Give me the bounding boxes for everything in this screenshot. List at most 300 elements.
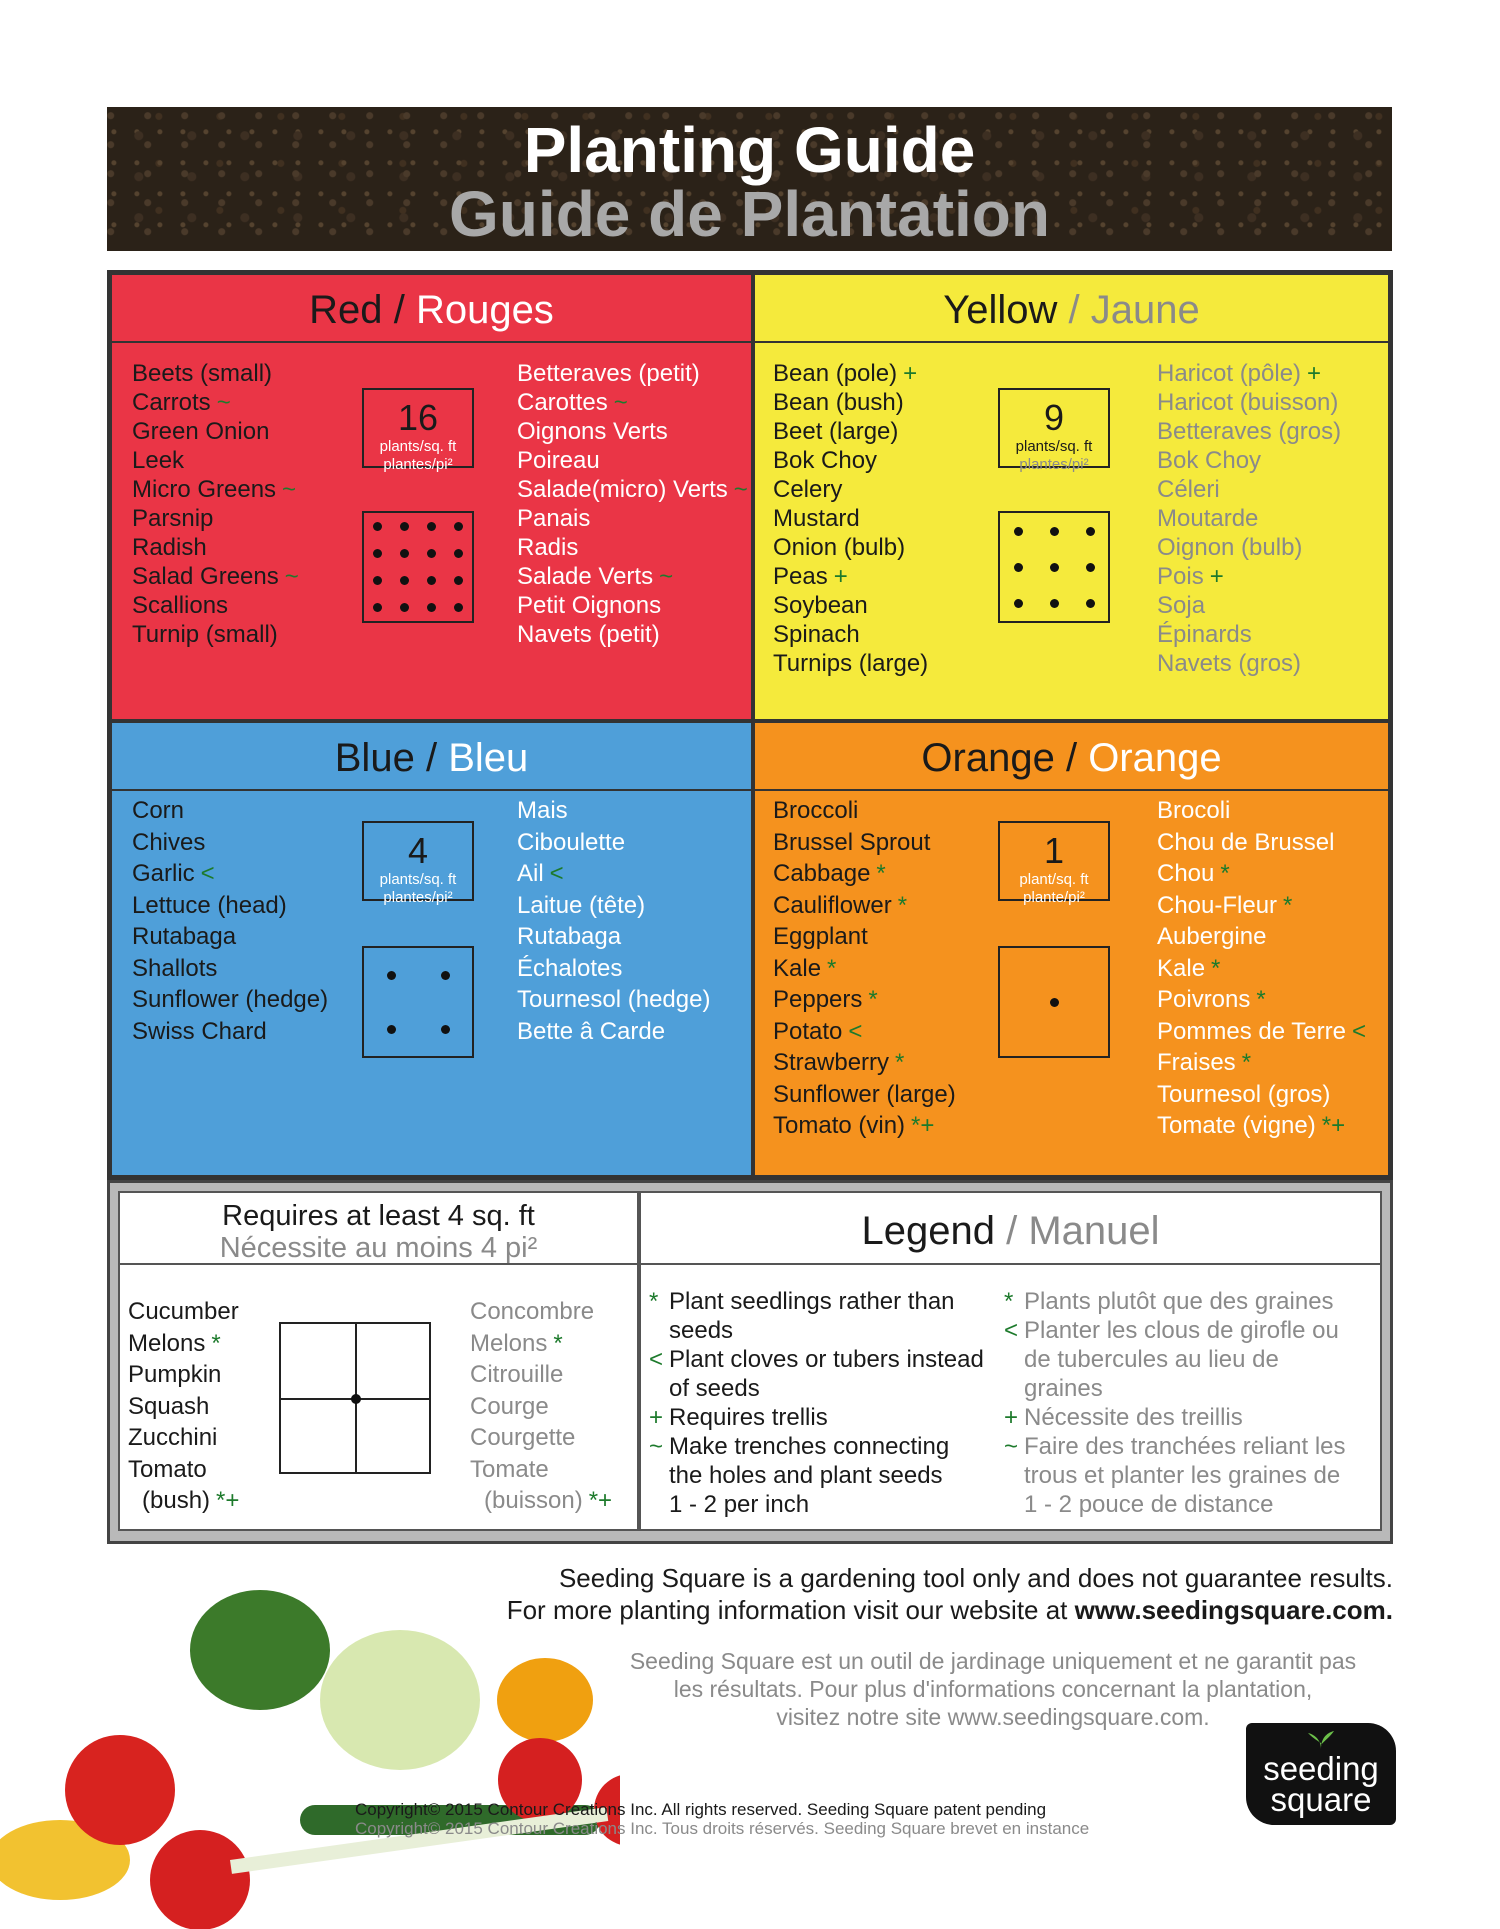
planting-dot	[427, 576, 436, 585]
yellow-list-en	[773, 359, 928, 678]
cabbage-shape	[320, 1630, 480, 1770]
plant-name: Green Onion	[132, 418, 270, 445]
orange-list-fr	[1157, 795, 1366, 1142]
plant-item	[132, 388, 299, 417]
plant-name: Oignon (bulb)	[1157, 534, 1303, 561]
plant-name: Swiss Chard	[132, 1017, 267, 1045]
planting-dot	[427, 522, 436, 531]
planting-dot	[387, 1025, 396, 1034]
legend-text: of seeds	[669, 1375, 760, 1402]
planting-dot	[400, 576, 409, 585]
legend-marker: *+	[911, 1112, 935, 1139]
red-unit-fr: plantes/pi²	[383, 456, 453, 473]
plant-item	[773, 533, 928, 562]
legend-symbol: *	[649, 1288, 659, 1315]
legend-marker: *	[897, 891, 908, 919]
plant-name: Épinards	[1157, 621, 1252, 648]
plant-item	[132, 1016, 328, 1048]
legend-marker: *+	[216, 1487, 240, 1514]
tomato-shape-2	[150, 1830, 250, 1929]
plant-name: Parsnip	[132, 505, 214, 532]
plant-item	[128, 1422, 239, 1454]
plant-name: Concombre	[470, 1298, 595, 1325]
red-title-en: Red	[309, 288, 383, 332]
plant-item	[773, 795, 956, 827]
legend-text: 1 - 2 pouce de distance	[1024, 1491, 1274, 1518]
legend-symbol: <	[1004, 1317, 1019, 1344]
yellow-dot-grid	[998, 511, 1110, 623]
legend-marker: ~	[733, 476, 748, 503]
legend-marker: ~	[284, 563, 299, 590]
legend-marker: +	[903, 360, 918, 387]
yellow-title-en: Yellow	[943, 288, 1058, 332]
plant-name: Aubergine	[1157, 923, 1267, 950]
plant-item	[132, 475, 299, 504]
red-title-sep: /	[393, 288, 405, 332]
planting-dot	[454, 603, 463, 612]
red-title-fr: Rouges	[415, 288, 554, 332]
blue-title-en: Blue	[334, 736, 415, 780]
plant-name: Poivrons	[1157, 986, 1251, 1013]
plant-item	[132, 591, 299, 620]
plant-item	[1157, 649, 1341, 678]
yellow-density: 9	[1043, 397, 1065, 438]
plant-item	[773, 984, 956, 1016]
plant-item	[773, 417, 928, 446]
legend-marker: ~	[659, 563, 674, 590]
plant-name: Carottes	[517, 389, 608, 416]
plant-item	[1157, 533, 1341, 562]
yellow-density-box	[998, 388, 1110, 473]
legend-item	[649, 1316, 984, 1345]
plant-name: Oignons Verts	[517, 418, 668, 445]
plant-name: Bean (pole)	[773, 360, 898, 387]
plant-item	[517, 1016, 710, 1048]
legend-title-en: Legend	[861, 1209, 995, 1253]
yellow-title-fr: Jaune	[1090, 288, 1200, 332]
plant-name: Citrouille	[470, 1361, 564, 1388]
plant-name: Salade Verts	[517, 563, 654, 590]
disclaimer-english	[507, 1562, 1393, 1626]
plant-name: Courge	[470, 1392, 549, 1420]
plant-item	[470, 1454, 612, 1486]
legend-item	[649, 1432, 984, 1461]
plant-item	[1157, 1016, 1366, 1048]
plant-item	[470, 1328, 612, 1360]
legend-item	[649, 1490, 984, 1519]
plant-item	[773, 359, 928, 388]
plant-name: Radish	[132, 534, 207, 561]
plant-name: (buisson)	[484, 1487, 583, 1514]
orange-section	[753, 721, 1390, 1177]
legend-text: Plant seedlings rather than	[669, 1288, 955, 1315]
plant-name: Radis	[517, 534, 579, 561]
orange-unit-fr: plante/pi²	[1023, 889, 1085, 906]
title-banner	[107, 107, 1392, 251]
sprout-icon	[1306, 1729, 1336, 1749]
blue-density-box	[362, 821, 474, 906]
plant-name: Corn	[132, 797, 185, 824]
plant-item	[470, 1391, 612, 1423]
plant-name: Poireau	[517, 447, 600, 474]
blue-header	[112, 723, 751, 791]
plant-name: Garlic	[132, 860, 195, 887]
plant-item	[773, 388, 928, 417]
legend-marker: ~	[216, 389, 231, 416]
legend-marker: *	[895, 1049, 905, 1076]
plant-name: Rutabaga	[132, 923, 237, 950]
planting-dot	[373, 522, 382, 531]
plant-name: Mustard	[773, 505, 860, 532]
disclaimer-french	[600, 1647, 1386, 1731]
planting-dot	[373, 549, 382, 558]
legend-text: graines	[1024, 1375, 1103, 1402]
plant-name: Échalotes	[517, 954, 623, 982]
legend-marker: *	[1220, 860, 1230, 887]
plant-name: Peppers	[773, 986, 863, 1013]
planting-dot	[400, 603, 409, 612]
blue-section	[110, 721, 753, 1177]
legend-marker: *	[1256, 986, 1266, 1013]
legend-marker: *	[1283, 891, 1293, 919]
plant-name: Sunflower (large)	[773, 1080, 956, 1108]
planting-dot	[454, 576, 463, 585]
plant-item	[1157, 953, 1366, 985]
plant-item	[132, 827, 328, 859]
requires-list-en	[128, 1296, 239, 1517]
disclaimer-fr-line1: Seeding Square est un outil de jardinage uniquement et ne garantit pas	[629, 1648, 1357, 1674]
plant-name: Onion (bulb)	[773, 534, 906, 561]
legend-text: the holes and plant seeds	[669, 1462, 943, 1489]
plant-item	[470, 1485, 612, 1517]
orange-density-box	[998, 821, 1110, 906]
plant-name: Brussel Sprout	[773, 828, 931, 856]
plant-item	[517, 890, 710, 922]
orange-header	[755, 723, 1388, 791]
plant-item	[132, 562, 299, 591]
plant-item	[1157, 795, 1366, 827]
plant-item	[128, 1296, 239, 1328]
plant-item	[132, 446, 299, 475]
yellow-header	[755, 275, 1388, 343]
plant-item	[1157, 1110, 1366, 1142]
plant-item	[1157, 827, 1366, 859]
plant-item	[517, 984, 710, 1016]
red-list-fr	[517, 359, 748, 649]
legend-text: Make trenches connecting	[669, 1433, 950, 1460]
plant-name: Betteraves (petit)	[517, 360, 700, 387]
plant-item	[517, 359, 748, 388]
plant-item	[773, 953, 956, 985]
planting-dot	[454, 522, 463, 531]
plant-name: Bean (bush)	[773, 389, 904, 416]
plant-name: Tomate	[470, 1455, 549, 1483]
plant-name: Melons	[128, 1329, 206, 1357]
plant-name: Fraises	[1157, 1049, 1236, 1076]
vegetables-illustration	[0, 1560, 620, 1929]
plant-name: Haricot (pôle)	[1157, 360, 1302, 387]
plant-item	[773, 446, 928, 475]
blue-list-en	[132, 795, 328, 1047]
blue-title-fr: Bleu	[448, 736, 529, 780]
yellow-list-fr	[1157, 359, 1341, 678]
plant-name: Soybean	[773, 592, 868, 619]
plant-name: Tomato	[128, 1455, 207, 1483]
planting-dot	[1014, 563, 1023, 572]
planting-dot	[1086, 599, 1095, 608]
legend-item	[649, 1345, 984, 1374]
plant-name: Sunflower (hedge)	[132, 986, 329, 1013]
legend-marker: <	[1351, 1017, 1366, 1045]
legend-item	[1004, 1432, 1346, 1461]
legend-item	[649, 1374, 984, 1403]
plant-item	[517, 921, 710, 953]
planting-dot	[441, 1025, 450, 1034]
plant-item	[1157, 359, 1341, 388]
plant-name: Chou de Brussel	[1157, 828, 1335, 856]
pepper-shape	[497, 1658, 593, 1742]
disclaimer-en-text: For more planting information visit our website at	[506, 1595, 1075, 1625]
legend-text: seeds	[669, 1317, 734, 1344]
legend-marker: ~	[613, 389, 628, 416]
plant-name: Scallions	[132, 592, 229, 619]
plant-item	[517, 858, 710, 890]
plant-name: Pommes de Terre	[1157, 1017, 1346, 1045]
planting-dot	[373, 576, 382, 585]
plant-item	[773, 475, 928, 504]
plant-item	[1157, 504, 1341, 533]
legend-item	[1004, 1403, 1346, 1432]
legend-symbol: +	[649, 1404, 664, 1431]
legend-item	[649, 1461, 984, 1490]
logo-word-square: square	[1270, 1781, 1372, 1818]
legend-marker: *	[827, 954, 837, 982]
plant-item	[773, 620, 928, 649]
plant-name: Mais	[517, 797, 568, 824]
plant-name: Panais	[517, 505, 591, 532]
legend-marker: *	[1241, 1049, 1252, 1076]
plant-item	[773, 1016, 956, 1048]
plant-item	[517, 417, 748, 446]
planting-dot	[427, 603, 436, 612]
plant-item	[517, 504, 748, 533]
yellow-unit-fr: plantes/pi²	[1019, 456, 1089, 473]
legend-text: trous et planter les graines de	[1024, 1462, 1341, 1489]
plant-name: Peas	[773, 563, 828, 590]
legend-item	[649, 1403, 984, 1432]
red-header	[112, 275, 751, 343]
plant-item	[517, 827, 710, 859]
plant-item	[1157, 858, 1366, 890]
legend-marker: +	[1209, 563, 1224, 590]
blue-unit-fr: plantes/pi²	[383, 889, 453, 906]
plant-item	[517, 388, 748, 417]
copyright-en: Copyright© 2015 Contour Creations Inc. All rights reserved. Seeding Square patent pending	[355, 1800, 1047, 1819]
center-dot	[351, 1394, 361, 1404]
legend-symbol: +	[1004, 1404, 1019, 1431]
logo-word-seeding: seeding	[1263, 1750, 1379, 1787]
plant-item	[132, 504, 299, 533]
planting-dot	[454, 549, 463, 558]
plant-name: Cauliflower	[773, 891, 892, 919]
seeding-square-logo	[1246, 1723, 1396, 1825]
legend-item	[1004, 1287, 1346, 1316]
legend-marker: *+	[1321, 1112, 1346, 1139]
plant-item	[128, 1391, 239, 1423]
plant-name: Turnips (large)	[773, 650, 929, 677]
plant-name: Lettuce (head)	[132, 891, 287, 919]
planting-dot	[373, 603, 382, 612]
plant-item	[1157, 984, 1366, 1016]
plant-name: Salade(micro) Verts	[517, 476, 728, 503]
plant-name: Melons	[470, 1329, 548, 1357]
blue-density: 4	[407, 830, 429, 871]
requires-header	[120, 1193, 637, 1265]
plant-name: Brocoli	[1157, 797, 1231, 824]
legend-marker: *	[876, 860, 886, 887]
plant-name: Tomate (vigne)	[1157, 1112, 1316, 1139]
plant-name: Carrots	[132, 389, 211, 416]
plant-item	[773, 1047, 956, 1079]
plant-item	[128, 1485, 239, 1517]
plant-item	[1157, 446, 1341, 475]
lettuce-shape	[190, 1590, 330, 1710]
plant-name: Potato	[773, 1017, 843, 1045]
plant-item	[773, 858, 956, 890]
plant-name: Salad Greens	[132, 563, 279, 590]
plant-item	[470, 1422, 612, 1454]
plant-item	[132, 533, 299, 562]
plant-name: Pumpkin	[128, 1361, 222, 1388]
plant-item	[132, 921, 328, 953]
plant-item	[773, 591, 928, 620]
plant-item	[1157, 1079, 1366, 1111]
plant-item	[517, 953, 710, 985]
legend-item	[1004, 1316, 1346, 1345]
planting-dot	[400, 549, 409, 558]
legend-marker: +	[833, 563, 848, 590]
plant-name: Navets (gros)	[1157, 650, 1302, 677]
plant-item	[517, 446, 748, 475]
plant-name: Leek	[132, 447, 185, 474]
plant-name: Beet (large)	[773, 418, 899, 445]
blue-dot-grid	[362, 946, 474, 1058]
red-section	[110, 273, 753, 721]
plant-name: Ciboulette	[517, 828, 626, 856]
plant-name: Soja	[1157, 592, 1206, 619]
plant-name: Rutabaga	[517, 923, 622, 950]
planting-dot	[427, 549, 436, 558]
legend-text: Planter les clous de girofle ou	[1024, 1317, 1339, 1344]
legend-box	[639, 1191, 1382, 1531]
legend-header	[641, 1193, 1380, 1265]
plant-name: Kale	[773, 954, 822, 982]
legend-marker: *	[553, 1329, 563, 1357]
legend-marker: <	[549, 860, 564, 887]
plant-name: Beets (small)	[132, 360, 273, 387]
plant-name: Eggplant	[773, 923, 868, 950]
planting-dot	[1050, 527, 1059, 536]
yellow-title-sep: /	[1068, 288, 1080, 332]
plant-item	[517, 591, 748, 620]
orange-density: 1	[1043, 830, 1065, 871]
red-unit-en: plants/sq. ft	[379, 438, 457, 455]
plant-item	[1157, 890, 1366, 922]
legend-text: Requires trellis	[669, 1404, 828, 1431]
color-grid	[107, 270, 1393, 1180]
legend-marker: ~	[282, 476, 297, 503]
plant-name: Pois	[1157, 563, 1204, 590]
disclaimer-en-line1: Seeding Square is a gardening tool only and does not guarantee results.	[558, 1563, 1393, 1593]
plant-name: Céleri	[1157, 476, 1220, 503]
plant-item	[517, 475, 748, 504]
orange-title-sep: /	[1065, 736, 1078, 780]
plant-item	[132, 359, 299, 388]
plant-item	[1157, 620, 1341, 649]
orange-list-en	[773, 795, 956, 1142]
legend-text: Plant cloves or tubers instead	[669, 1346, 984, 1373]
planting-dot	[1086, 527, 1095, 536]
plant-name: Celery	[773, 476, 843, 503]
plant-name: Chou-Fleur	[1157, 891, 1278, 919]
plant-item	[517, 533, 748, 562]
legend-text: de tubercules au lieu de	[1024, 1346, 1279, 1373]
planting-dot	[1050, 998, 1059, 1007]
plant-name: Navets (petit)	[517, 621, 660, 648]
requires-4sqft-box	[118, 1191, 639, 1531]
plant-name: Courgette	[470, 1424, 576, 1451]
plant-item	[132, 984, 328, 1016]
plant-name: Bette â Carde	[517, 1017, 666, 1045]
legend-text: Faire des tranchées reliant les	[1024, 1433, 1346, 1460]
plant-name: (bush)	[142, 1487, 211, 1514]
plant-name: Moutarde	[1157, 505, 1259, 532]
plant-name: Turnip (small)	[132, 621, 278, 648]
plant-item	[773, 890, 956, 922]
disclaimer-fr-line3: visitez notre site www.seedingsquare.com.	[776, 1704, 1210, 1730]
plant-item	[773, 649, 928, 678]
copyright	[355, 1800, 1089, 1838]
plant-item	[128, 1454, 239, 1486]
title-french: Guide de Plantation	[449, 178, 1050, 250]
plant-name: Micro Greens	[132, 476, 277, 503]
plant-name: Cucumber	[128, 1298, 239, 1325]
legend-text: 1 - 2 per inch	[669, 1491, 810, 1518]
orange-title-fr: Orange	[1088, 736, 1222, 780]
plant-name: Kale	[1157, 954, 1206, 982]
red-dot-grid	[362, 511, 474, 623]
legend-symbol: ~	[649, 1433, 664, 1460]
plant-name: Strawberry	[773, 1049, 890, 1076]
plant-item	[128, 1359, 239, 1391]
plant-item	[132, 795, 328, 827]
orange-title-en: Orange	[921, 736, 1055, 780]
yellow-section	[753, 273, 1390, 721]
orange-dot-grid	[998, 946, 1110, 1058]
plant-item	[517, 562, 748, 591]
legend-marker: *+	[588, 1487, 613, 1514]
plant-item	[773, 1110, 956, 1142]
website-link[interactable]: www.seedingsquare.com.	[1074, 1595, 1393, 1625]
legend-marker: *	[868, 986, 878, 1013]
legend-marker: <	[848, 1017, 863, 1045]
legend-list-en	[649, 1287, 984, 1519]
disclaimer-fr-line2: les résultats. Pour plus d'informations concernant la plantation,	[673, 1676, 1313, 1702]
copyright-fr: Copyright© 2015 Contour Creations Inc. Tous droits réservés. Seeding Square brevet en instance	[355, 1819, 1090, 1838]
legend-marker: *	[1211, 954, 1221, 982]
disclaimer-en-line2	[507, 1594, 1393, 1626]
planting-dot	[1014, 599, 1023, 608]
